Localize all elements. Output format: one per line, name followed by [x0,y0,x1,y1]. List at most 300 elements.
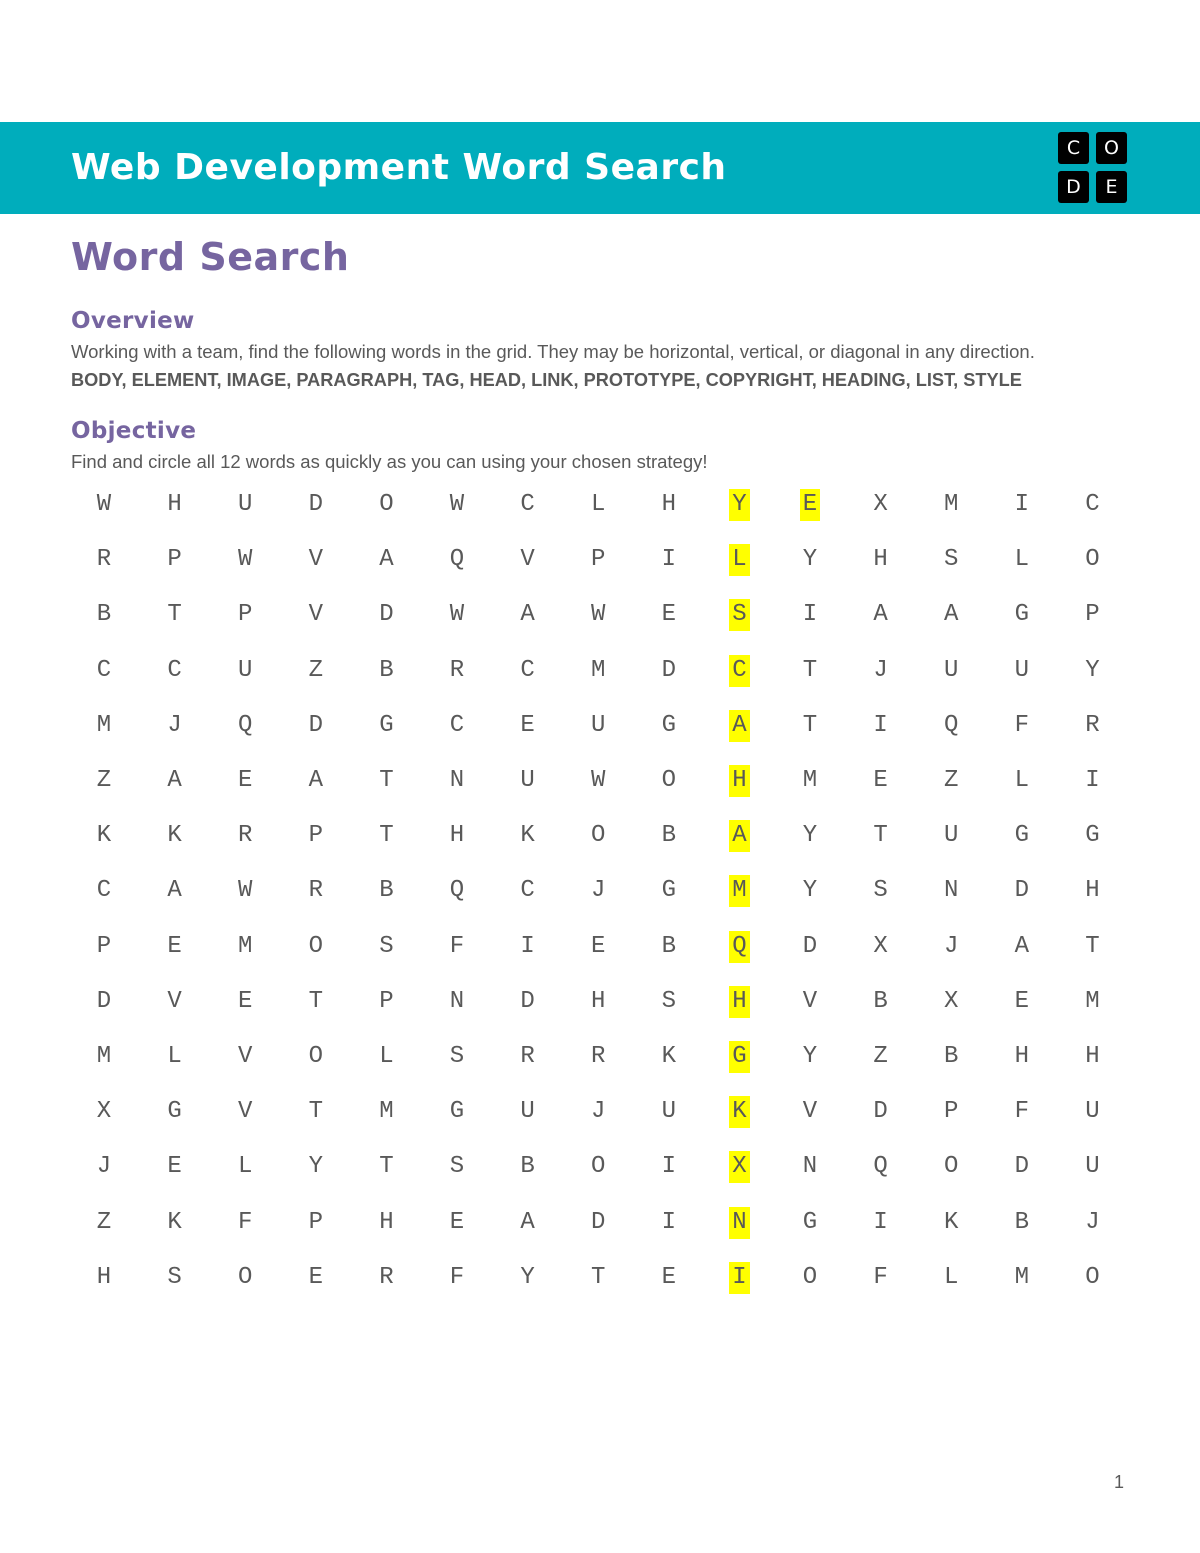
grid-cell[interactable] [859,706,903,746]
grid-cell[interactable] [1070,761,1114,801]
grid-letter: U [661,1098,676,1126]
grid-cell[interactable] [717,706,761,746]
grid-cell[interactable] [576,982,620,1022]
grid-cell[interactable] [788,651,832,691]
grid-cell[interactable] [153,1203,197,1243]
grid-letter: J [590,1098,606,1126]
grid-cell[interactable] [1070,595,1114,635]
grid-cell[interactable] [1070,982,1114,1022]
grid-cell[interactable] [82,1203,126,1243]
grid-letter: M [1085,987,1100,1015]
grid-cell[interactable] [506,982,550,1022]
grid-letter: H [449,822,465,850]
grid-cell[interactable] [506,706,550,746]
grid-cell[interactable] [788,761,832,801]
grid-letter: G [379,711,394,739]
grid-cell[interactable] [576,485,620,525]
grid-cell[interactable] [788,1147,832,1187]
grid-letter: U [943,656,959,684]
grid-cell[interactable] [153,540,197,580]
grid-cell[interactable] [294,1092,338,1132]
grid-cell[interactable] [223,816,267,856]
grid-cell[interactable] [153,1037,197,1077]
grid-cell[interactable] [576,540,620,580]
grid-letter: G [661,711,676,739]
grid-cell[interactable] [223,871,267,911]
grid-cell[interactable] [576,871,620,911]
grid-cell[interactable] [1000,982,1044,1022]
grid-cell[interactable] [82,485,126,525]
grid-cell[interactable] [435,651,479,691]
grid-cell[interactable] [929,1147,973,1187]
grid-letter: Y [802,546,818,574]
grid-cell[interactable] [647,595,691,635]
grid-cell[interactable] [859,927,903,967]
grid-cell[interactable] [435,871,479,911]
grid-cell[interactable] [82,1258,126,1298]
grid-letter: C [167,656,182,684]
grid-letter: B [873,987,888,1015]
grid-letter: B [661,932,676,960]
grid-cell[interactable] [929,1203,973,1243]
grid-cell[interactable] [294,485,338,525]
grid-cell[interactable] [435,816,479,856]
grid-cell[interactable] [506,1147,550,1187]
grid-cell[interactable] [82,761,126,801]
grid-cell[interactable] [1000,1092,1044,1132]
grid-cell[interactable] [435,761,479,801]
grid-letter: A [167,767,182,794]
grid-letter: H [661,491,676,518]
grid-letter: B [661,822,676,850]
grid-cell[interactable] [294,540,338,580]
grid-letter: U [1085,1153,1100,1181]
grid-cell[interactable] [1000,595,1044,635]
grid-cell[interactable] [717,1147,761,1187]
grid-letter: A [520,601,535,629]
grid-cell[interactable] [929,540,973,580]
grid-cell[interactable] [364,761,408,801]
grid-cell[interactable] [1000,871,1044,911]
grid-letter: P [167,546,182,574]
grid-cell[interactable] [435,1147,479,1187]
grid-cell[interactable] [1000,1037,1044,1077]
grid-cell[interactable] [929,1258,973,1298]
grid-letter: C [520,656,535,684]
grid-cell[interactable] [506,1092,550,1132]
grid-cell[interactable] [788,540,832,580]
grid-cell[interactable] [364,1037,408,1077]
grid-letter: O [308,932,323,960]
grid-cell[interactable] [576,706,620,746]
grid-cell[interactable] [788,1092,832,1132]
grid-letter: I [1014,491,1029,518]
logo-letter-o: O [1096,132,1127,164]
grid-cell[interactable] [576,1092,620,1132]
grid-cell[interactable] [717,595,761,635]
grid-cell[interactable] [788,485,832,525]
grid-cell[interactable] [435,1092,479,1132]
grid-cell[interactable] [1070,816,1114,856]
grid-cell[interactable] [788,706,832,746]
grid-cell[interactable] [717,871,761,911]
grid-cell[interactable] [506,595,550,635]
grid-cell[interactable] [859,761,903,801]
grid-cell[interactable] [82,816,126,856]
grid-cell[interactable] [223,1203,267,1243]
grid-cell[interactable] [717,1258,761,1298]
grid-letter: T [308,987,323,1015]
grid-letter: S [449,1043,465,1070]
grid-letter: I [661,1208,676,1236]
grid-letter: P [379,987,394,1015]
grid-letter: D [873,1098,888,1126]
grid-letter: L [943,1263,959,1291]
grid-cell[interactable] [859,871,903,911]
grid-cell[interactable] [717,651,761,691]
grid-cell[interactable] [1000,706,1044,746]
grid-letter: U [520,1098,535,1126]
grid-letter: F [1014,711,1029,739]
grid-cell[interactable] [1070,871,1114,911]
grid-cell[interactable] [435,927,479,967]
grid-cell[interactable] [223,761,267,801]
grid-letter: V [802,1098,818,1126]
grid-letter: D [590,1208,606,1236]
grid-cell[interactable] [859,1203,903,1243]
grid-cell[interactable] [153,485,197,525]
grid-cell[interactable] [859,1147,903,1187]
grid-cell[interactable] [647,816,691,856]
grid-cell[interactable] [717,1203,761,1243]
grid-letter: H [96,1263,112,1291]
grid-cell[interactable] [506,816,550,856]
grid-cell[interactable] [647,761,691,801]
grid-cell[interactable] [1070,1092,1114,1132]
grid-cell[interactable] [364,651,408,691]
grid-cell[interactable] [788,871,832,911]
grid-cell[interactable] [506,1037,550,1077]
grid-cell[interactable] [153,982,197,1022]
grid-cell[interactable] [294,871,338,911]
grid-cell[interactable] [153,816,197,856]
grid-cell[interactable] [506,927,550,967]
grid-cell[interactable] [859,1092,903,1132]
grid-letter: N [943,877,959,905]
grid-cell[interactable] [788,927,832,967]
grid-cell[interactable] [647,651,691,691]
grid-cell[interactable] [647,706,691,746]
grid-cell[interactable] [717,982,761,1022]
grid-cell[interactable] [1070,927,1114,967]
grid-cell[interactable] [576,595,620,635]
grid-cell[interactable] [506,485,550,525]
grid-cell[interactable] [576,927,620,967]
grid-cell[interactable] [1070,485,1114,525]
grid-cell[interactable] [1070,1258,1114,1298]
grid-cell[interactable] [647,1258,691,1298]
grid-cell[interactable] [929,595,973,635]
grid-cell[interactable] [859,485,903,525]
grid-letter: T [379,1153,394,1181]
grid-cell[interactable] [506,1258,550,1298]
grid-cell[interactable] [82,982,126,1022]
grid-cell[interactable] [717,927,761,967]
grid-cell[interactable] [647,982,691,1022]
grid-letter: O [1085,1263,1100,1291]
grid-letter: C [520,491,535,518]
grid-cell[interactable] [717,816,761,856]
grid-cell[interactable] [153,651,197,691]
grid-cell[interactable] [1000,1147,1044,1187]
grid-cell[interactable] [1070,1037,1114,1077]
grid-cell[interactable] [859,982,903,1022]
grid-cell[interactable] [576,651,620,691]
grid-cell[interactable] [294,927,338,967]
grid-cell[interactable] [929,871,973,911]
grid-cell[interactable] [717,761,761,801]
grid-cell[interactable] [788,1258,832,1298]
grid-cell[interactable] [647,485,691,525]
grid-letter: D [802,932,818,960]
grid-cell[interactable] [82,871,126,911]
grid-cell[interactable] [1000,761,1044,801]
grid-cell[interactable] [294,982,338,1022]
grid-cell[interactable] [929,927,973,967]
grid-cell[interactable] [859,1258,903,1298]
grid-cell[interactable] [1070,651,1114,691]
grid-cell[interactable] [153,1258,197,1298]
grid-cell[interactable] [788,595,832,635]
grid-letter: O [661,767,676,794]
grid-cell[interactable] [223,982,267,1022]
grid-cell[interactable] [929,651,973,691]
grid-cell[interactable] [82,540,126,580]
grid-cell[interactable] [1070,1147,1114,1187]
grid-letter: R [1085,711,1100,739]
grid-cell[interactable] [294,1147,338,1187]
grid-cell[interactable] [1000,816,1044,856]
grid-cell[interactable] [1000,1203,1044,1243]
grid-letter: K [520,822,535,850]
grid-cell[interactable] [153,871,197,911]
grid-cell[interactable] [223,485,267,525]
grid-letter: E [661,1263,676,1291]
grid-cell[interactable] [788,816,832,856]
grid-cell[interactable] [364,927,408,967]
grid-cell[interactable] [294,1203,338,1243]
grid-letter: B [96,601,112,629]
grid-cell[interactable] [223,706,267,746]
grid-cell[interactable] [435,485,479,525]
grid-cell[interactable] [506,1203,550,1243]
grid-letter: I [873,711,888,739]
grid-cell[interactable] [647,1092,691,1132]
grid-cell[interactable] [859,595,903,635]
grid-letter: K [943,1208,959,1236]
grid-cell[interactable] [1000,485,1044,525]
grid-cell[interactable] [929,816,973,856]
grid-letter: Z [96,1208,112,1236]
grid-cell[interactable] [294,706,338,746]
grid-cell[interactable] [647,1147,691,1187]
grid-cell[interactable] [435,706,479,746]
grid-cell[interactable] [506,761,550,801]
grid-cell[interactable] [647,927,691,967]
grid-cell[interactable] [859,651,903,691]
grid-cell[interactable] [364,816,408,856]
grid-cell[interactable] [223,595,267,635]
grid-cell[interactable] [1000,1258,1044,1298]
grid-cell[interactable] [1070,706,1114,746]
grid-cell[interactable] [82,1037,126,1077]
grid-cell[interactable] [223,540,267,580]
grid-cell[interactable] [364,871,408,911]
grid-cell[interactable] [153,761,197,801]
grid-letter: R [520,1043,535,1070]
grid-cell[interactable] [576,816,620,856]
grid-cell[interactable] [82,651,126,691]
objective-heading: Objective [71,418,197,444]
grid-cell[interactable] [929,485,973,525]
grid-cell[interactable] [153,927,197,967]
grid-cell[interactable] [929,1037,973,1077]
grid-cell[interactable] [435,540,479,580]
grid-cell[interactable] [1070,1203,1114,1243]
grid-cell[interactable] [929,1092,973,1132]
grid-cell[interactable] [294,1037,338,1077]
grid-cell[interactable] [364,1258,408,1298]
grid-cell[interactable] [647,540,691,580]
grid-cell[interactable] [435,1203,479,1243]
grid-cell[interactable] [788,1203,832,1243]
grid-letter: I [661,1153,676,1181]
grid-cell[interactable] [435,1258,479,1298]
grid-letter: M [96,711,112,739]
grid-letter: E [308,1263,323,1291]
grid-cell[interactable] [788,982,832,1022]
grid-letter: A [729,710,749,742]
grid-cell[interactable] [717,1092,761,1132]
grid-cell[interactable] [153,706,197,746]
grid-letter: T [590,1263,606,1291]
grid-cell[interactable] [364,540,408,580]
grid-cell[interactable] [364,1203,408,1243]
grid-letter: N [802,1153,818,1181]
grid-cell[interactable] [294,816,338,856]
grid-cell[interactable] [435,982,479,1022]
grid-cell[interactable] [859,1037,903,1077]
document-title: Web Development Word Search [71,147,727,188]
grid-cell[interactable] [294,1258,338,1298]
grid-cell[interactable] [576,1203,620,1243]
grid-cell[interactable] [82,1147,126,1187]
grid-cell[interactable] [364,485,408,525]
grid-cell[interactable] [294,595,338,635]
grid-cell[interactable] [717,540,761,580]
grid-cell[interactable] [506,651,550,691]
grid-cell[interactable] [294,651,338,691]
grid-cell[interactable] [859,816,903,856]
grid-letter: T [1085,932,1100,960]
grid-cell[interactable] [153,1147,197,1187]
grid-cell[interactable] [576,1147,620,1187]
grid-cell[interactable] [364,982,408,1022]
grid-cell[interactable] [364,1092,408,1132]
grid-cell[interactable] [82,927,126,967]
grid-letter: V [308,601,323,629]
grid-letter: V [237,1098,253,1126]
grid-cell[interactable] [1070,540,1114,580]
grid-cell[interactable] [647,1037,691,1077]
grid-letter: X [729,1151,749,1183]
grid-cell[interactable] [929,982,973,1022]
grid-letter: D [1014,1153,1029,1181]
grid-cell[interactable] [576,1258,620,1298]
grid-cell[interactable] [929,761,973,801]
grid-cell[interactable] [576,761,620,801]
grid-cell[interactable] [1000,651,1044,691]
grid-cell[interactable] [929,706,973,746]
grid-letter: O [590,1153,606,1181]
grid-cell[interactable] [1000,927,1044,967]
grid-letter: Z [96,767,112,794]
grid-cell[interactable] [364,1147,408,1187]
grid-cell[interactable] [647,1203,691,1243]
grid-letter: P [96,932,112,960]
grid-letter: G [1085,822,1100,850]
grid-letter: J [167,711,182,739]
grid-letter: Y [729,489,749,521]
grid-cell[interactable] [506,871,550,911]
grid-cell[interactable] [506,540,550,580]
grid-letter: Q [943,711,959,739]
grid-cell[interactable] [223,927,267,967]
logo-letter-d: D [1058,171,1089,203]
grid-cell[interactable] [364,706,408,746]
grid-cell[interactable] [223,1092,267,1132]
grid-letter: U [520,767,535,794]
grid-cell[interactable] [717,485,761,525]
grid-cell[interactable] [364,595,408,635]
grid-cell[interactable] [223,1258,267,1298]
grid-cell[interactable] [435,1037,479,1077]
grid-letter: D [661,656,676,684]
grid-cell[interactable] [788,1037,832,1077]
grid-cell[interactable] [153,1092,197,1132]
grid-cell[interactable] [435,595,479,635]
grid-cell[interactable] [223,651,267,691]
grid-cell[interactable] [82,1092,126,1132]
grid-letter: U [590,711,606,739]
grid-letter: V [802,987,818,1015]
grid-cell[interactable] [717,1037,761,1077]
grid-letter: G [729,1041,749,1073]
grid-cell[interactable] [223,1147,267,1187]
grid-letter: U [237,656,253,684]
grid-cell[interactable] [859,540,903,580]
grid-letter: B [1014,1208,1029,1236]
grid-cell[interactable] [82,706,126,746]
grid-cell[interactable] [1000,540,1044,580]
grid-cell[interactable] [82,595,126,635]
grid-cell[interactable] [153,595,197,635]
grid-cell[interactable] [647,871,691,911]
grid-cell[interactable] [576,1037,620,1077]
grid-letter: U [943,822,959,850]
grid-cell[interactable] [294,761,338,801]
grid-cell[interactable] [223,1037,267,1077]
